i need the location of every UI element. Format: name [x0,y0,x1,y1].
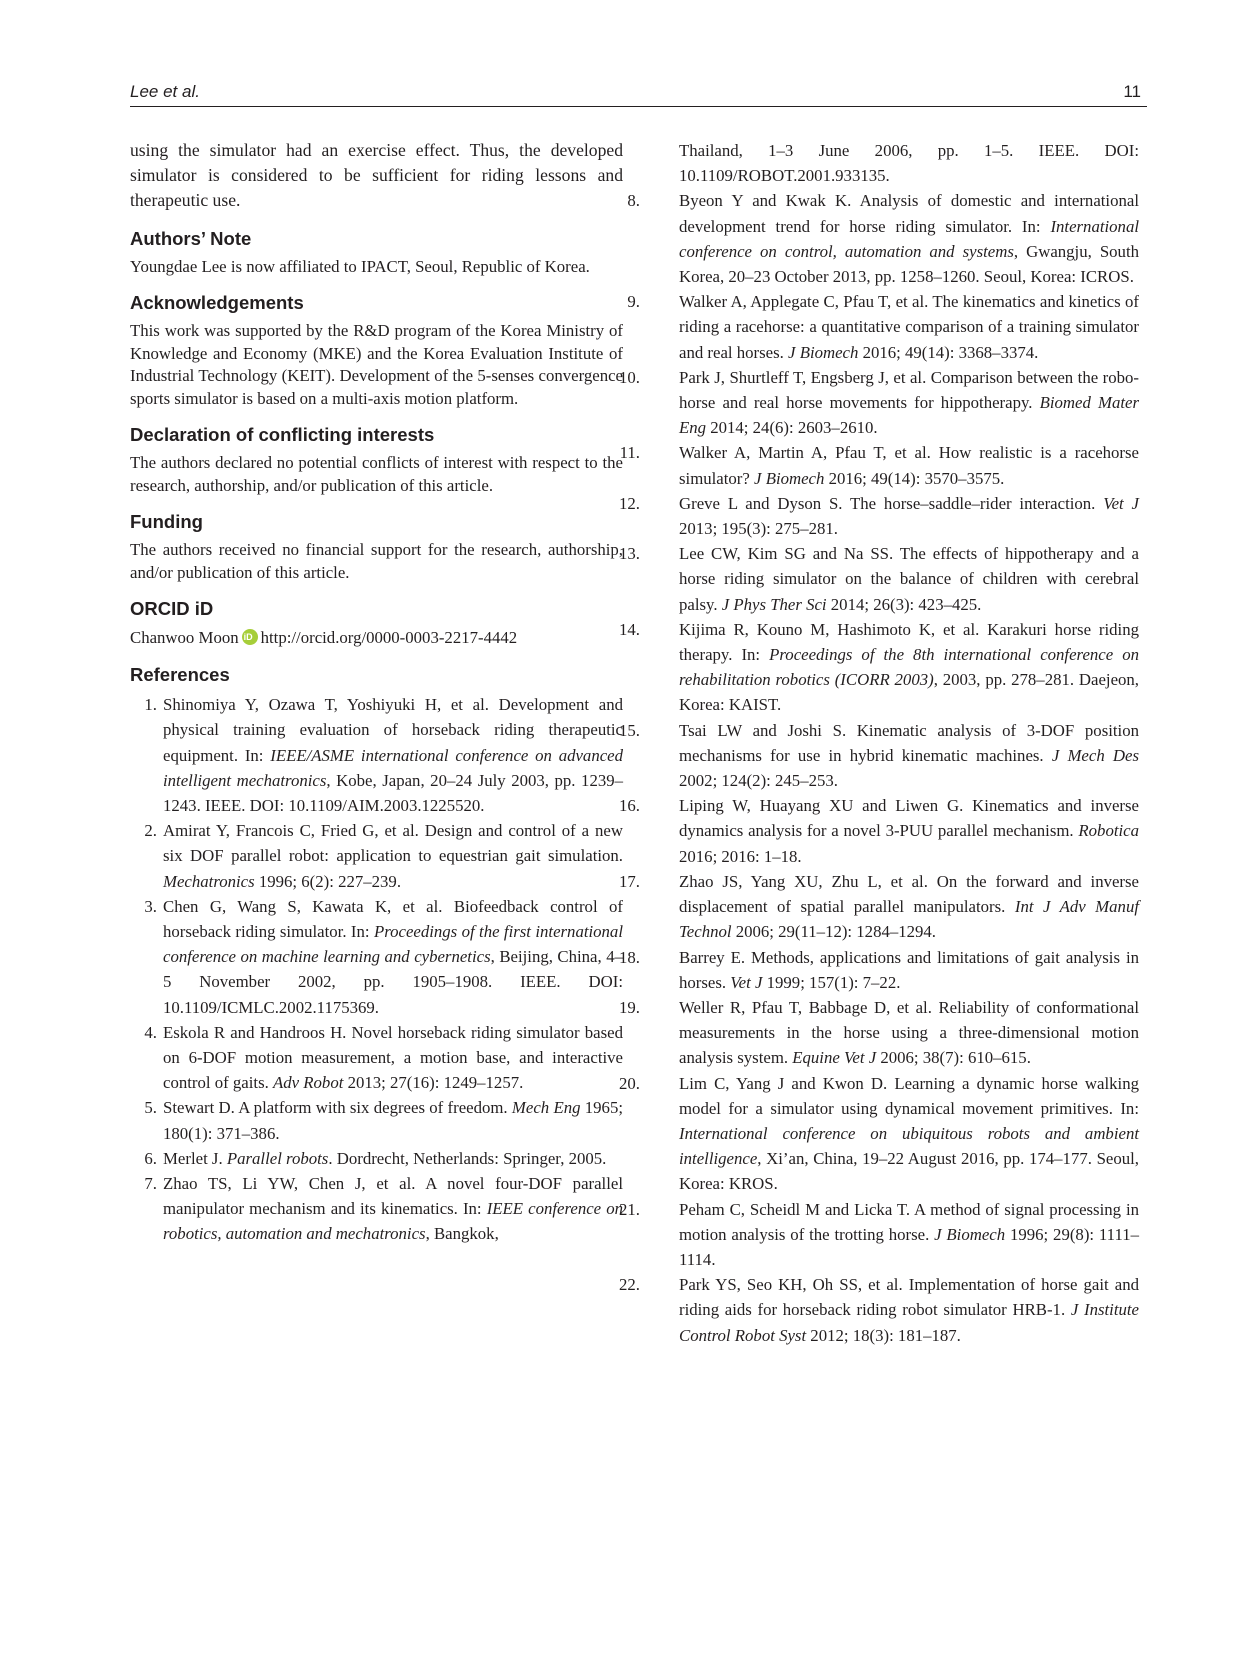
reference-number: 15. [619,720,640,740]
reference-text: Thailand, 1–3 June 2006, pp. 1–5. IEEE. DOI: 10.1109/ROBOT.2001.933135. [679,141,1139,186]
orcid-author-name: Chanwoo Moon [130,628,239,648]
reference-details: 2016; 49(14): 3570–3575. [824,468,1005,488]
reference-item [619,995,1139,1071]
reference-item [619,541,1139,617]
reference-details: , Gwangju, South Korea, 20–23 October 2013, pp. 1258–1260. Seoul, Korea: ICROS. [679,241,1139,287]
reference-text: Park J, Shurtleff T, Engsberg J, et al. Comparison between the robo-horse and real horse movements for hippotherapy. [679,367,1139,413]
reference-source-title: J Biomech [934,1224,1006,1244]
reference-number: 21. [619,1199,640,1219]
reference-number: 9. [627,292,640,312]
reference-text: Merlet J. [163,1148,227,1168]
reference-details: 1999; 157(1): 7–22. [762,972,901,992]
reference-item [130,894,623,1020]
reference-source-title: Robotica [1078,821,1139,841]
reference-number: 8. [627,191,640,211]
reference-text: Walker A, Martin A, Pfau T, et al. How realistic is a racehorse simulator? [679,443,1139,488]
acknowledgements-heading: Acknowledgements [130,292,304,314]
reference-item [619,617,1139,718]
reference-source-title: Mech Eng [511,1098,581,1118]
reference-text: Tsai LW and Joshi S. Kinematic analysis of 3-DOF position mechanisms for use in hybrid kinematic machines. [679,720,1139,765]
funding-body: The authors received no financial support for the research, authorship, and/or publication of this article. [130,540,623,582]
reference-details: . Dordrecht, Netherlands: Springer, 2005. [328,1148,607,1168]
page-number: 11 [1123,82,1141,101]
reference-details: , Xi’an, China, 19–22 August 2016, pp. 174–177. Seoul, Korea: KROS. [679,1149,1139,1194]
reference-text: Greve L and Dyson S. The horse–saddle–rider interaction. [679,493,1104,513]
reference-number: 12. [619,493,640,513]
reference-details: 2016; 49(14): 3368–3374. [858,342,1039,362]
reference-source-title: J Phys Ther Sci [721,594,827,614]
reference-text: Byeon Y and Kwak K. Analysis of domestic and international development trend for horse riding simulator. In: [679,191,1139,236]
reference-text: Eskola R and Handroos H. Novel horseback riding simulator based on 6-DOF motion measurement, a motion base, and interactive control of gaits. [163,1022,623,1093]
reference-number: 3. [144,896,157,916]
authors-note-body: Youngdae Lee is now affiliated to IPACT, Seoul, Republic of Korea. [130,256,590,276]
intro-paragraph: using the simulator had an exercise effect. Thus, the developed simulator is considered to be sufficient for riding lessons and therapeutic use. [130,140,623,211]
reference-source-title: J Biomech [754,468,825,488]
reference-details: 2016; 2016: 1–18. [679,846,802,866]
reference-number: 14. [619,619,640,639]
conflicts-body: The authors declared no potential conflicts of interest with respect to the research, authorship, and/or publication of this article. [130,453,623,495]
reference-source-title: Vet J [1103,493,1139,513]
reference-details: 2006; 29(11–12): 1284–1294. [731,922,937,942]
reference-text: Zhao JS, Yang XU, Zhu L, et al. On the forward and inverse displacement of spatial parallel manipulators. [679,871,1139,917]
running-header-authors: Lee et al. [130,82,200,101]
orcid-heading: ORCID iD [130,598,214,620]
reference-source-title: Vet J [730,972,763,992]
reference-details: 2013; 27(16): 1249–1257. [343,1073,524,1093]
reference-number: 22. [619,1275,640,1295]
reference-number: 17. [619,871,640,891]
reference-item [619,491,1139,541]
orcid-link[interactable]: http://orcid.org/0000-0003-2217-4442 [260,628,518,648]
reference-source-title: Parallel robots [226,1148,329,1168]
reference-text: Amirat Y, Francois C, Fried G, et al. Design and control of a new six DOF parallel robot: application to equestrian gait simulation. [163,821,623,866]
orcid-line [130,626,623,650]
reference-item [130,1095,623,1145]
reference-details: 2006; 38(7): 610–615. [876,1048,1031,1068]
reference-source-title: Int J Adv Manuf Technol [679,897,1139,942]
reference-details: 2014; 26(3): 423–425. [826,594,982,614]
right-column [619,138,1139,1348]
reference-source-title: Proceedings of the first international conference on machine learning and cybernetics [163,921,623,967]
reference-text: Peham C, Scheidl M and Licka T. A method of signal processing in motion analysis of the trotting horse. [679,1199,1139,1244]
reference-text: Lee CW, Kim SG and Na SS. The effects of hippotherapy and a horse riding simulator on the balance of children with cerebral palsy. [679,544,1139,614]
reference-text: Shinomiya Y, Ozawa T, Yoshiyuki H, et al. Development and physical training evaluation of horseback riding therapeutic equipment. In: [163,695,623,765]
reference-source-title: J Institute Control Robot Syst [679,1300,1139,1345]
reference-source-title: Proceedings of the 8th international conference on rehabilitation robotics (ICORR 2003) [679,645,1139,690]
reference-details: 1996; 6(2): 227–239. [254,871,402,891]
reference-item [130,692,623,818]
reference-item [130,1171,623,1247]
reference-source-title: Biomed Mater Eng [679,393,1139,438]
reference-text: Zhao TS, Li YW, Chen J, et al. A novel four-DOF parallel manipulator mechanism and its kinematics. In: [163,1173,623,1219]
reference-number: 19. [619,997,640,1017]
reference-number: 20. [619,1073,640,1093]
reference-details: , Kobe, Japan, 20–24 July 2003, pp. 1239–1243. IEEE. DOI: 10.1109/AIM.2003.1225520. [163,770,624,815]
reference-number: 18. [619,947,640,967]
references-heading: References [130,664,230,686]
reference-text: Kijima R, Kouno M, Hashimoto K, et al. Karakuri horse riding therapy. In: [679,619,1139,665]
reference-source-title: International conference on ubiquitous robots and ambient intelligence [679,1123,1139,1169]
reference-text: Walker A, Applegate C, Pfau T, et al. The kinematics and kinetics of riding a racehorse: a quantitative comparison of a training simulator and real horses. [679,292,1139,362]
reference-item [619,1272,1139,1348]
reference-number: 7. [144,1173,157,1193]
funding-heading: Funding [130,511,203,533]
reference-details: 2013; 195(3): 275–281. [679,519,838,539]
reference-text: Liping W, Huayang XU and Liwen G. Kinematics and inverse dynamics analysis for a novel 3-PUU parallel mechanism. [679,796,1139,841]
reference-item [130,1146,623,1171]
reference-item [627,289,1139,365]
reference-item [646,138,1139,188]
reference-number: 4. [144,1022,157,1042]
left-column [130,138,623,1247]
reference-item [619,718,1139,794]
reference-source-title: IEEE conference on robotics, automation and mechatronics [163,1199,623,1244]
references-list-right [619,138,1139,1348]
reference-number: 13. [619,544,640,564]
reference-item [130,1020,623,1096]
reference-number: 10. [619,367,640,387]
running-header [130,80,1147,107]
reference-source-title: Equine Vet J [792,1048,877,1068]
reference-item [130,818,623,894]
reference-item [619,440,1139,490]
reference-source-title: Mechatronics [163,871,255,891]
reference-item [619,365,1139,441]
reference-item [627,188,1139,289]
reference-details: , Beijing, China, 4–5 November 2002, pp. 1905–1908. IEEE. DOI: 10.1109/ICMLC.2002.1175369. [163,947,623,1017]
reference-number: 11. [619,443,640,463]
reference-number: 1. [144,695,157,715]
authors-note-heading: Authors’ Note [130,227,252,249]
conflicts-heading: Declaration of conflicting interests [130,424,435,446]
orcid-icon [242,629,258,645]
reference-text: Lim C, Yang J and Kwon D. Learning a dynamic horse walking model for a simulator using dynamical movement primitives. In: [679,1073,1139,1118]
reference-number: 5. [144,1098,157,1118]
reference-source-title: Adv Robot [273,1073,344,1093]
references-list-left [130,692,623,1246]
reference-details: 2014; 24(6): 2603–2610. [706,418,878,438]
reference-item [619,1071,1139,1197]
reference-item [619,1197,1139,1273]
reference-source-title: J Mech Des [1051,745,1139,765]
reference-item [619,945,1139,995]
reference-item [619,793,1139,869]
reference-source-title: J Biomech [788,342,859,362]
reference-details: 1996; 29(8): 1111–1114. [679,1224,1139,1269]
reference-text: Park YS, Seo KH, Oh SS, et al. Implementation of horse gait and riding aids for horseback riding robot simulator HRB-1. [679,1275,1139,1320]
reference-details: 2012; 18(3): 181–187. [806,1325,961,1345]
reference-text: Chen G, Wang S, Kawata K, et al. Biofeedback control of horseback riding simulator. In: [163,896,623,941]
reference-number: 2. [144,821,157,841]
reference-details: 2002; 124(2): 245–253. [679,771,838,791]
reference-details: , 2003, pp. 278–281. Daejeon, Korea: KAIST. [679,670,1139,715]
reference-text: Barrey E. Methods, applications and limitations of gait analysis in horses. [679,947,1139,992]
reference-details: , Bangkok, [425,1224,499,1244]
reference-details: 1965; 180(1): 371–386. [163,1098,624,1143]
reference-number: 6. [144,1148,157,1168]
reference-item [619,869,1139,945]
reference-number: 16. [619,796,640,816]
reference-text: Stewart D. A platform with six degrees of freedom. [163,1098,512,1118]
acknowledgements-body: This work was supported by the R&D program of the Korea Ministry of Knowledge and Economy (MKE) and the Korea Evaluation Institute of Industrial Technology (KEIT). Development of the 5-senses convergence sports simulator is based on a multi-axis motion platform. [130,321,623,408]
reference-source-title: IEEE/ASME international conference on advanced intelligent mechatronics [163,745,623,790]
reference-text: Weller R, Pfau T, Babbage D, et al. Reliability of conformational measurements in the horse using a three-dimensional motion analysis system. [679,997,1139,1068]
reference-source-title: International conference on control, automation and systems [679,216,1139,261]
